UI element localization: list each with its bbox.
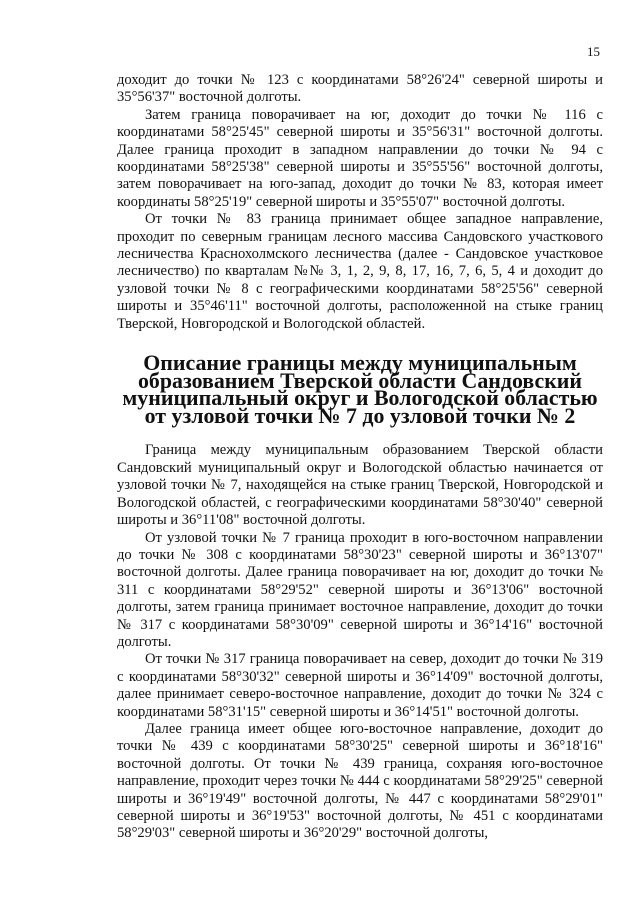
- paragraph-boundary-start: Граница между муниципальным образованием Тверской области Сандовский муниципальный округ и Вологодской областью начинается от узловой точки № 7, находящейся на стыке границ Тверской, Новгородской и Вологодской областей, с географическими координатами 58°30'40" северной широты и 36°11'08" восточной долготы.: [117, 442, 603, 529]
- page-number: 15: [587, 44, 600, 59]
- paragraph-continuation: доходит до точки № 123 с координатами 58°26'24" северной широты и 35°56'37" восточной долготы.: [117, 72, 603, 106]
- document-body: [117, 72, 603, 843]
- paragraph-southeast-direction: Далее граница имеет общее юго-восточное направление, доходит до точки № 439 с координатами 58°30'25" северной широты и 36°18'16" восточной долготы. От точки № 439 граница, сохраняя юго-восточное направление, проходит через точки № 444 с координатами 58°29'25" северной широты и 36°19'49" восточной долготы, № 447 с координатами 58°29'01" северной широты и 36°19'53" восточной долготы, № 451 с координатами 58°29'03" северной широты и 36°20'29" восточной долготы,: [117, 720, 603, 842]
- paragraph-from-point-83: От точки № 83 граница принимает общее западное направление, проходит по северным границам лесного массива Сандовского участкового лесничества Краснохолмского лесничества (далее - Сандовское участковое лесничество) по кварталам №№ 3, 1, 2, 9, 8, 17, 16, 7, 6, 5, 4 и доходит до узловой точки № 8 с географическими координатами 58°25'56" северной широты и 35°46'11" восточной долготы, расположенной на стыке границ Тверской, Новгородской и Вологодской областей.: [117, 211, 603, 332]
- paragraph-from-node-7: От узловой точки № 7 граница проходит в юго-восточном направлении до точки № 308 с координатами 58°30'23" северной широты и 36°13'07" восточной долготы. Далее граница поворачивает на юг, доходит до точки № 311 с координатами 58°29'52" северной широты и 36°13'06" восточной долготы, затем граница принимает восточное направление, доходит до точки № 317 с координатами 58°30'09" северной широты и 36°14'16" восточной долготы.: [117, 529, 603, 650]
- paragraph-turn-south: Затем граница поворачивает на юг, доходит до точки № 116 с координатами 58°25'45" северной широты и 35°56'31" восточной долготы. Далее граница проходит в западном направлении до точки № 94 с координатами 58°25'38" северной широты и 35°55'56" восточной долготы, затем поворачивает на юго-запад, доходит до точки № 83, которая имеет координаты 58°25'19" северной широты и 35°55'07" восточной долготы.: [117, 106, 603, 210]
- section-title: Описание границы между муниципальным образованием Тверской области Сандовский муниципальный округ и Вологодской областью от узловой точки № 7 до узловой точки № 2: [122, 350, 598, 428]
- paragraph-from-point-317: От точки № 317 граница поворачивает на север, доходит до точки № 319 с координатами 58°30'32" северной широты и 36°14'09" восточной долготы, далее принимает северо-восточное направление, доходит до точки № 324 с координатами 58°31'15" северной широты и 36°14'51" восточной долготы.: [117, 651, 603, 720]
